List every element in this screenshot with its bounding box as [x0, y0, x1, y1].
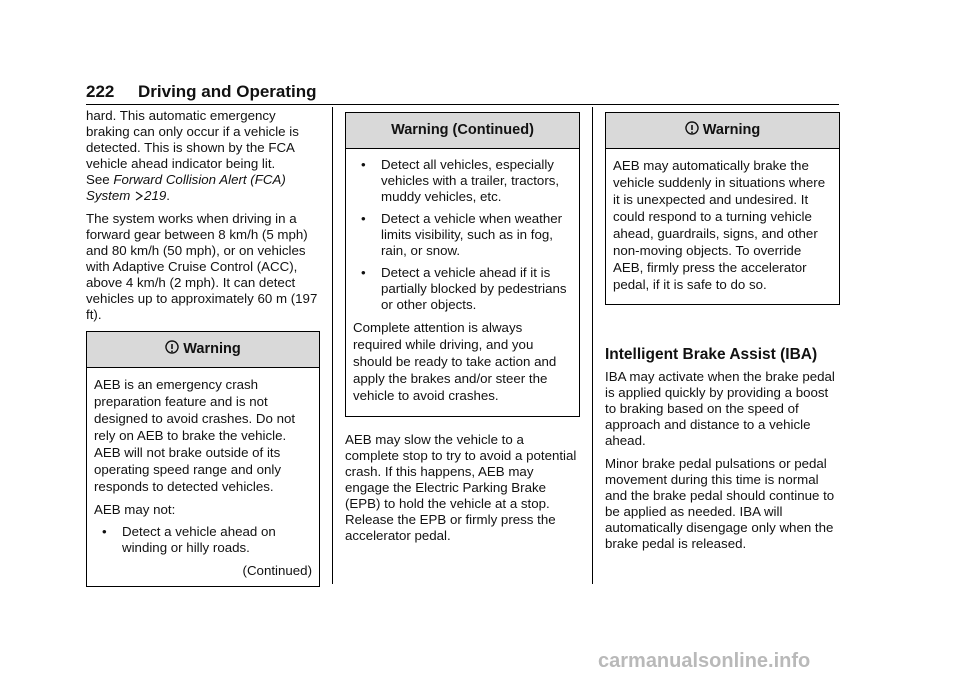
col3-paragraph-2: Minor brake pedal pulsations or pedal movement during this time is normal and the brake pedal should continue to be applied as needed. IBA will automatically disengage only when the brake pedal is released. [605, 456, 835, 551]
header-rule [86, 104, 839, 105]
warning1-body: AEB is an emergency crash preparation feature and is not designed to avoid crashes. Do not rely on AEB to brake the vehicle. AEB will not brake outside of its operating speed range and only responds to detected vehicles. [94, 377, 296, 494]
warning-icon [165, 340, 179, 355]
fca-system-link[interactable]: Forward Collision Alert (FCA) System 219 [86, 172, 286, 203]
list-item: • Detect a vehicle when weather limits visibility, such as in fog, rain, or snow. [361, 211, 563, 258]
col3-paragraph-1: IBA may activate when the brake pedal is applied quickly by providing a boost to braking based on the speed of approach and distance to a vehicle ahead. [605, 369, 835, 448]
warning-icon [685, 121, 699, 136]
page-header [86, 82, 838, 102]
warning-header-2: Warning (Continued) [346, 113, 579, 149]
column-1 [86, 108, 320, 330]
warning-header-1: Warning [87, 332, 319, 368]
warning1-list-intro: AEB may not: [94, 502, 176, 517]
page-number: 222 [86, 82, 115, 101]
column-3-text [605, 347, 840, 559]
continued-label: (Continued) [242, 563, 312, 578]
col2-paragraph: AEB may slow the vehicle to a complete stop to try to avoid a potential crash. If this happens, AEB may engage the Electric Parking Brake (EPB) to hold the vehicle at a stop. Release the EPB or firmly press the accelerator pedal. [345, 432, 577, 543]
warning2-closing: Complete attention is always required while driving, and you should be ready to take action and apply the brakes and/or steer the vehicle to avoid crashes. [353, 320, 557, 403]
warning-box-2 [345, 112, 580, 417]
watermark: carmanualsonline.info [598, 650, 811, 672]
page-ref-icon [134, 191, 144, 201]
column-divider-2 [592, 107, 593, 584]
warning-box-3 [605, 112, 840, 305]
iba-heading: Intelligent Brake Assist (IBA) [605, 346, 818, 363]
warning-header-3: Warning [606, 113, 839, 149]
list-item: • Detect a vehicle ahead if it is partially blocked by pedestrians or other objects. [361, 265, 567, 312]
col1-paragraph-2: The system works when driving in a forward gear between 8 km/h (5 mph) and 80 km/h (50 mph), or on vehicles with Adaptive Cruise Control (ACC), above 4 km/h (2 mph). It can detect vehicles up to approximately 60 m (197 ft). [86, 211, 318, 322]
col1-paragraph-1: hard. This automatic emergency braking can only occur if a vehicle is detected. This is shown by the FCA vehicle ahead indicator being lit. See Forward Collision Alert (FCA) System 219. [86, 108, 299, 203]
warning-box-1 [86, 331, 320, 587]
column-2-text [345, 432, 580, 551]
column-divider-1 [332, 107, 333, 584]
list-item: • Detect a vehicle ahead on winding or hilly roads. [102, 524, 276, 555]
list-item: • Detect all vehicles, especially vehicles with a trailer, tractors, muddy vehicles, etc. [361, 157, 560, 204]
section-title: Driving and Operating [138, 82, 317, 101]
warning3-body: AEB may automatically brake the vehicle suddenly in situations where it is unexpected and undesired. It could respond to a turning vehicle ahead, guardrails, signs, and other non-moving objects. To override AEB, firmly press the accelerator pedal, if it is safe to do so. [613, 158, 826, 292]
